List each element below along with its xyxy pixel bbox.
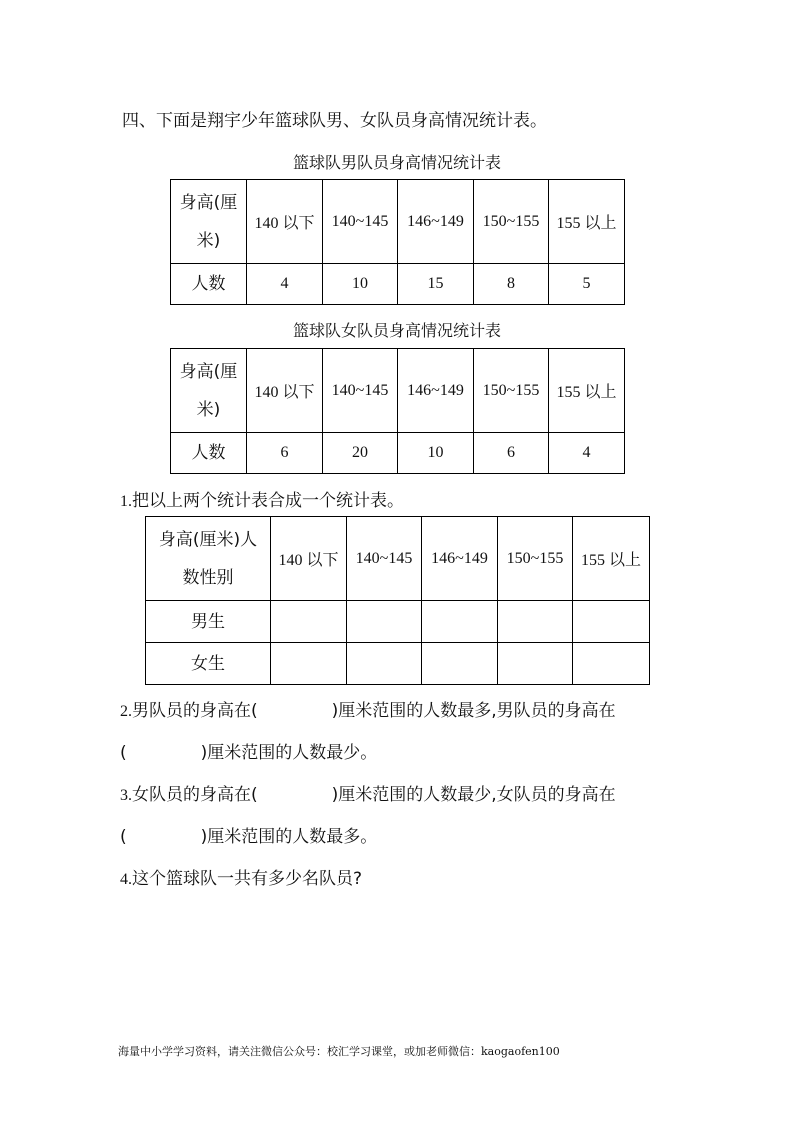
question-text: 男队员的身高在( [132, 701, 258, 721]
answer-cell[interactable] [498, 643, 573, 685]
question-1 [120, 486, 404, 511]
answer-cell[interactable] [422, 643, 498, 685]
female-range-cell: 140~145 [323, 349, 398, 433]
answer-cell[interactable] [573, 643, 650, 685]
female-count-row [171, 433, 625, 474]
question-text: )厘米范围的人数最少,女队员的身高在 [331, 785, 616, 805]
question-2-line-1 [120, 696, 616, 721]
question-4 [120, 864, 362, 889]
male-height-table [170, 179, 625, 305]
male-range-cell: 150~155 [474, 180, 549, 264]
female-range-cell: 155 以上 [549, 349, 625, 433]
section-heading: 四、下面是翔宇少年篮球队男、女队员身高情况统计表。 [122, 111, 547, 131]
combined-range-cell: 155 以上 [573, 517, 650, 601]
female-table-caption: 篮球队女队员身高情况统计表 [292, 321, 501, 340]
female-count-cell: 6 [474, 433, 549, 474]
question-text: )厘米范围的人数最多。 [200, 827, 378, 847]
question-text: 把以上两个统计表合成一个统计表。 [132, 491, 404, 511]
question-2-line-2 [120, 738, 377, 763]
footer-note: 海量中小学学习资料，请关注微信公众号：校汇学习课堂，或加老师微信：kaogaofen100 [118, 1045, 560, 1058]
answer-cell[interactable] [498, 601, 573, 643]
question-number: 4. [120, 871, 132, 888]
female-header-row [171, 349, 625, 433]
male-range-cell: 146~149 [398, 180, 474, 264]
answer-cell[interactable] [271, 643, 347, 685]
female-count-cell: 10 [398, 433, 474, 474]
question-text: )厘米范围的人数最少。 [200, 743, 378, 763]
answer-cell[interactable] [422, 601, 498, 643]
male-count-cell: 5 [549, 264, 625, 305]
question-3-line-1 [120, 780, 616, 805]
male-header-label: 身高(厘 米) [171, 180, 247, 264]
male-count-cell: 4 [247, 264, 323, 305]
question-number: 2. [120, 703, 132, 720]
male-count-cell: 8 [474, 264, 549, 305]
male-header-row [171, 180, 625, 264]
female-count-cell: 4 [549, 433, 625, 474]
question-number: 1. [120, 493, 132, 510]
combined-male-row [146, 601, 650, 643]
combined-male-label: 男生 [146, 601, 271, 643]
female-count-cell: 6 [247, 433, 323, 474]
answer-cell[interactable] [347, 601, 422, 643]
answer-cell[interactable] [271, 601, 347, 643]
combined-range-cell: 150~155 [498, 517, 573, 601]
male-count-label: 人数 [171, 264, 247, 305]
question-text: 这个篮球队一共有多少名队员? [132, 869, 363, 889]
question-text: )厘米范围的人数最多,男队员的身高在 [331, 701, 616, 721]
question-text: ( [120, 743, 127, 763]
female-range-cell: 146~149 [398, 349, 474, 433]
combined-female-label: 女生 [146, 643, 271, 685]
female-range-cell: 150~155 [474, 349, 549, 433]
male-table-caption: 篮球队男队员身高情况统计表 [292, 153, 501, 172]
answer-cell[interactable] [573, 601, 650, 643]
male-count-cell: 15 [398, 264, 474, 305]
female-range-cell: 140 以下 [247, 349, 323, 433]
male-range-cell: 155 以上 [549, 180, 625, 264]
female-count-cell: 20 [323, 433, 398, 474]
female-count-label: 人数 [171, 433, 247, 474]
question-3-line-2 [120, 822, 377, 847]
combined-range-cell: 146~149 [422, 517, 498, 601]
male-range-cell: 140 以下 [247, 180, 323, 264]
question-text: 女队员的身高在( [132, 785, 258, 805]
answer-cell[interactable] [347, 643, 422, 685]
female-header-label: 身高(厘 米) [171, 349, 247, 433]
male-count-cell: 10 [323, 264, 398, 305]
combined-header-row [146, 517, 650, 601]
female-height-table [170, 348, 625, 474]
combined-table [145, 516, 650, 685]
male-count-row [171, 264, 625, 305]
combined-female-row [146, 643, 650, 685]
question-text: ( [120, 827, 127, 847]
combined-corner-label: 身高(厘米)人 数性别 [146, 517, 271, 601]
combined-range-cell: 140~145 [347, 517, 422, 601]
combined-range-cell: 140 以下 [271, 517, 347, 601]
male-range-cell: 140~145 [323, 180, 398, 264]
question-number: 3. [120, 787, 132, 804]
